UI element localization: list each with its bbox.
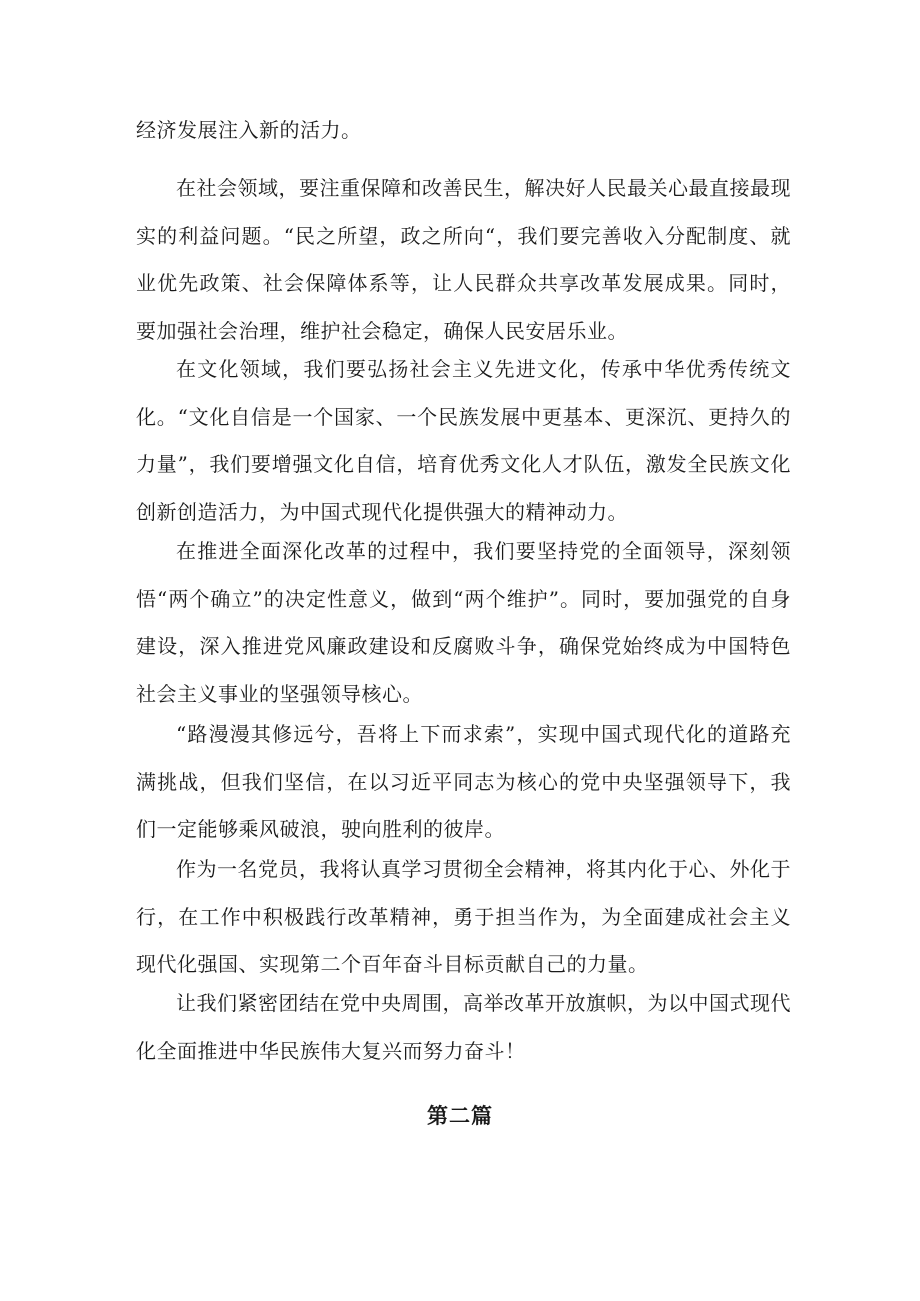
- paragraph-social-domain: 在社会领域，要注重保障和改善民生，解决好人民最关心最直接最现实的利益问题。“民之所望，政之所向“，我们要完善收入分配制度、就业优先政策、社会保障体系等，让人民群众共享改革发展成果。同时，要加强社会治理，维护社会稳定，确保人民安居乐业。: [136, 176, 791, 343]
- paragraph-continuation: 经济发展注入新的活力。: [136, 118, 362, 142]
- section-heading: 第二篇: [427, 1103, 493, 1128]
- paragraph-cultural-domain: 在文化领域，我们要弘扬社会主义先进文化，传承中华优秀传统文化。“文化自信是一个国家、一个民族发展中更基本、更深沉、更持久的力量”，我们要增强文化自信，培育优秀文化人才队伍，激发全民族文化创新创造活力，为中国式现代化提供强大的精神动力。: [136, 357, 791, 524]
- paragraph-party-member-commitment: 作为一名党员，我将认真学习贯彻全会精神，将其内化于心、外化于行，在工作中积极践行改革精神，勇于担当作为，为全面建成社会主义现代化强国、实现第二个百年奋斗目标贡献自己的力量。: [136, 857, 791, 976]
- paragraph-closing-call: 让我们紧密团结在党中央周围，高举改革开放旗帜，为以中国式现代化全面推进中华民族伟大复兴而努力奋斗！: [136, 991, 791, 1063]
- paragraph-party-leadership: 在推进全面深化改革的过程中，我们要坚持党的全面领导，深刻领悟“两个确立”的决定性意义，做到“两个维护”。同时，要加强党的自身建设，深入推进党风廉政建设和反腐败斗争，确保党始终成为中国特色社会主义事业的坚强领导核心。: [136, 539, 791, 706]
- paragraph-road-ahead: “路漫漫其修远兮，吾将上下而求索”，实现中国式现代化的道路充满挑战，但我们坚信，在以习近平同志为核心的党中央坚强领导下，我们一定能够乘风破浪，驶向胜利的彼岸。: [136, 722, 791, 841]
